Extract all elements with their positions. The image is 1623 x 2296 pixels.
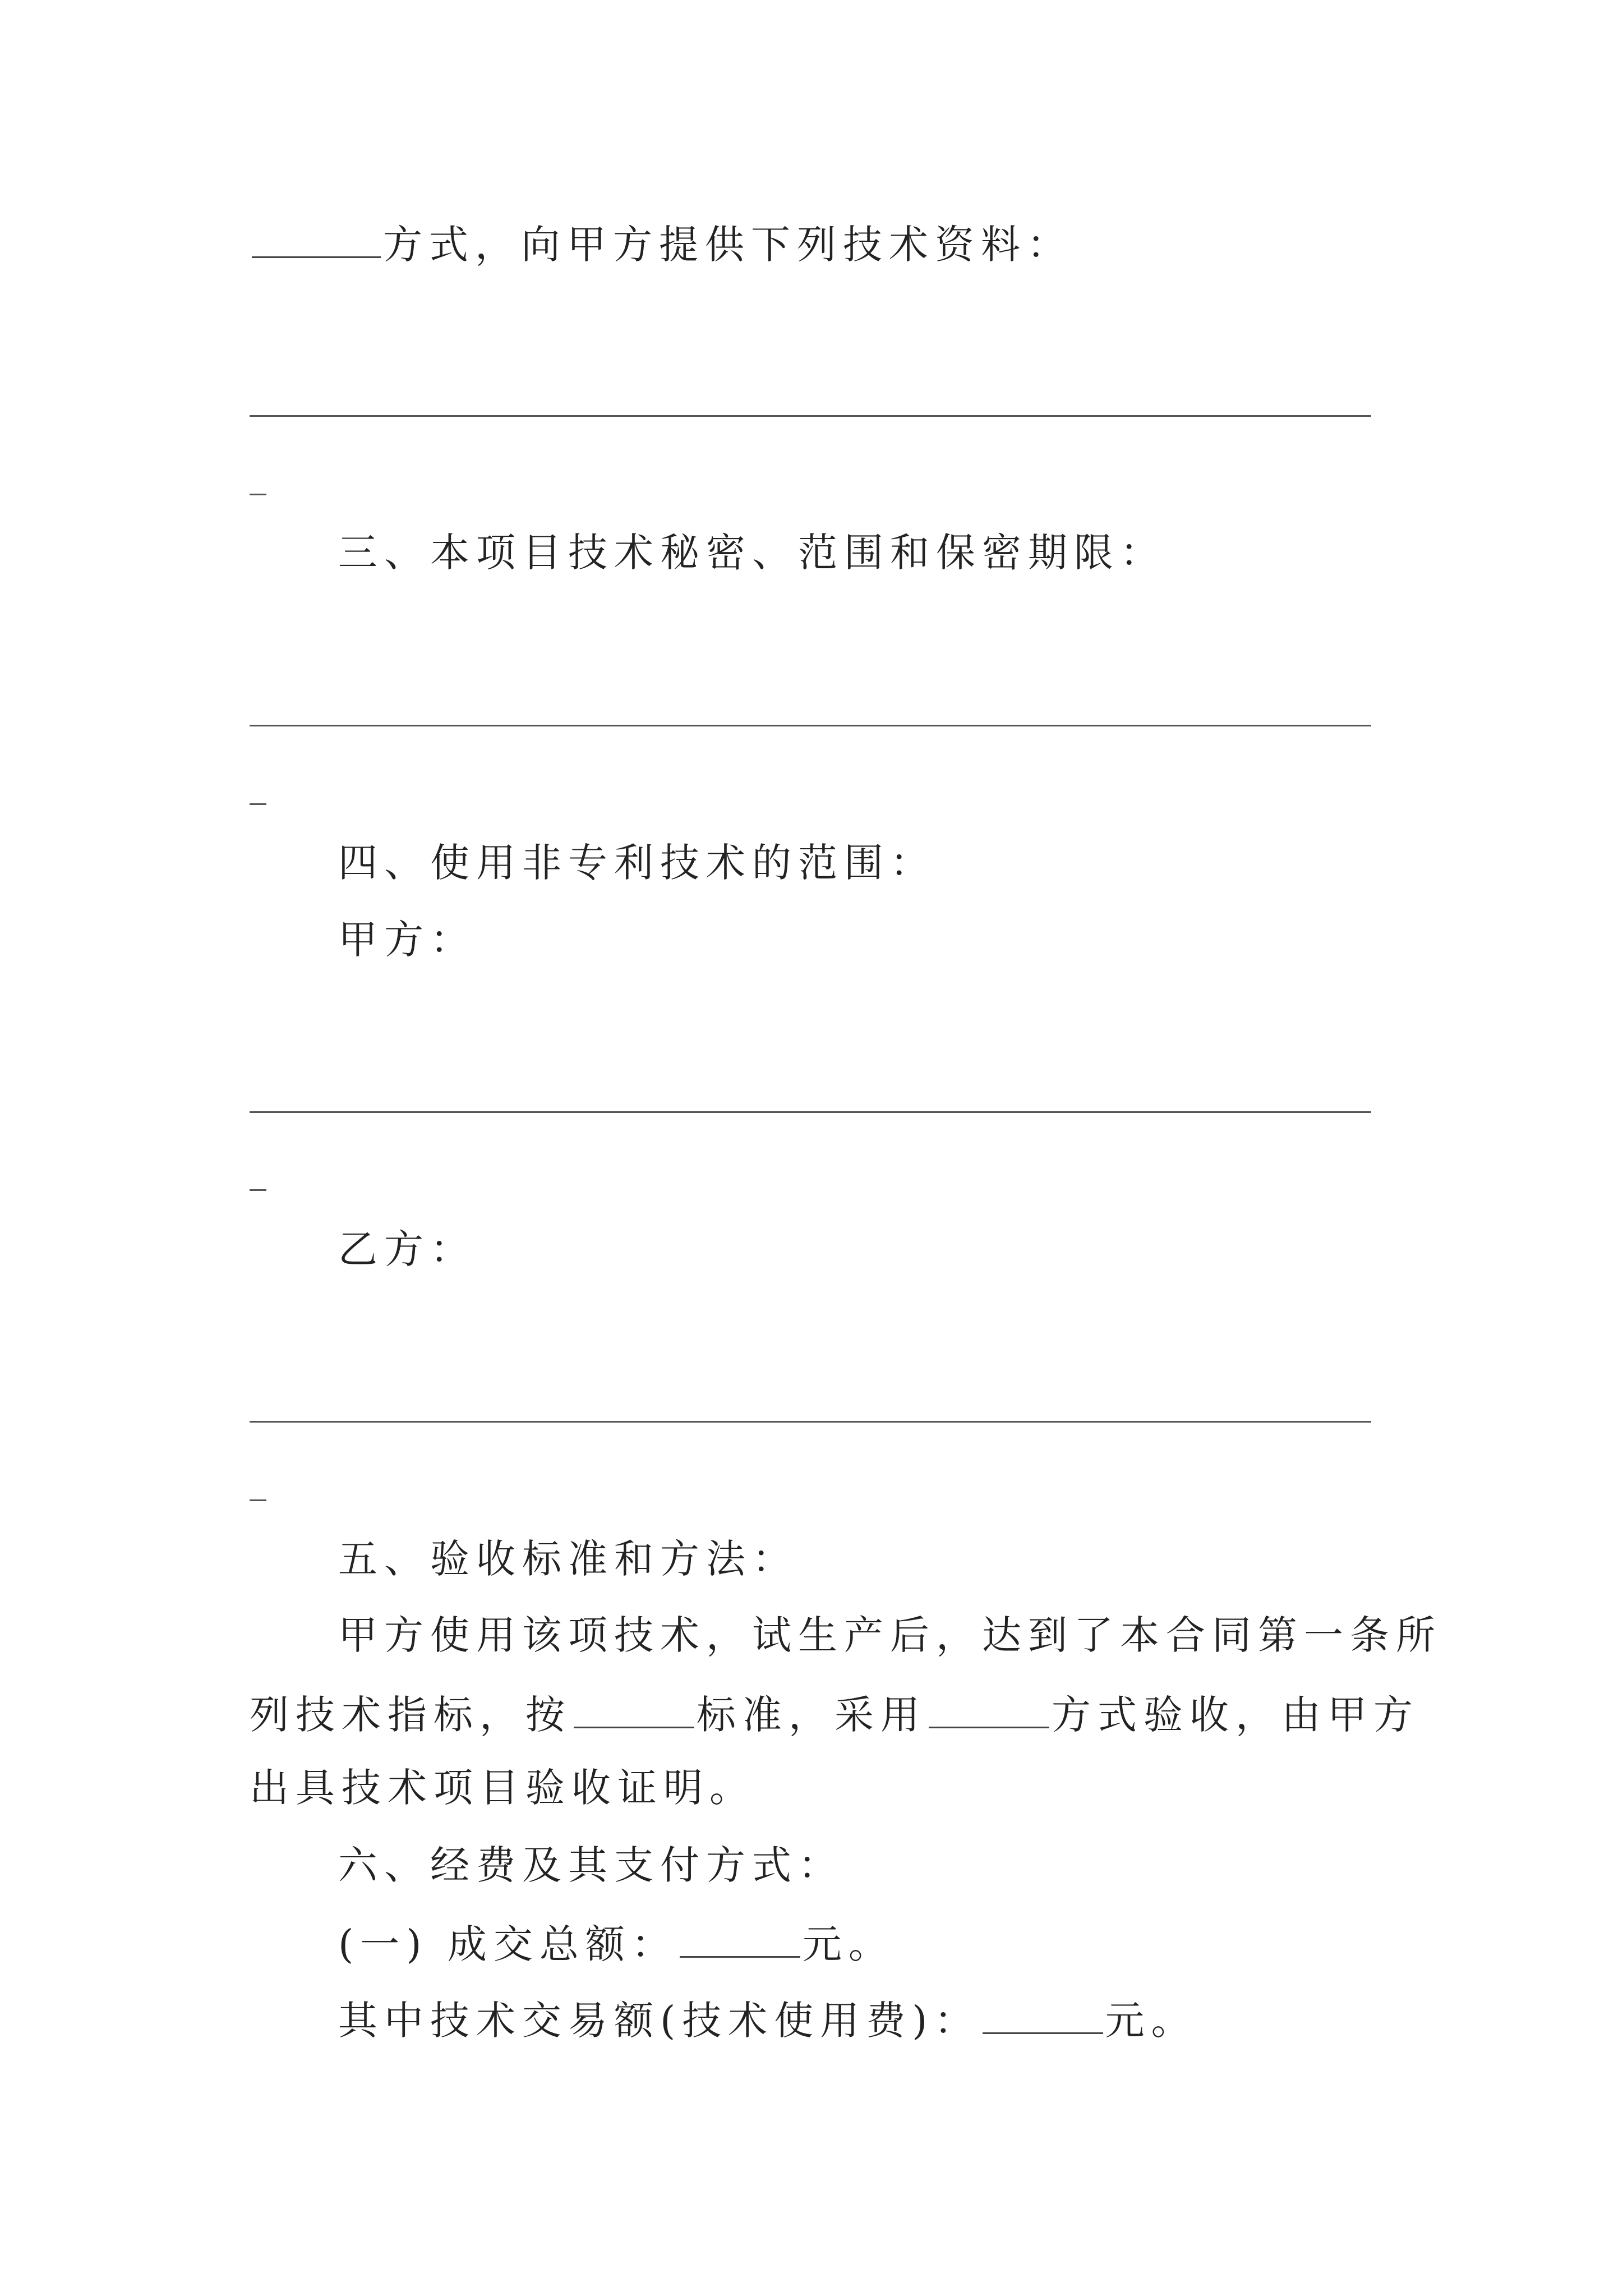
tech-fee-blank[interactable] <box>983 1998 1103 2034</box>
fill-line-tail <box>250 494 266 495</box>
text-segment: 方式验收，由甲方 <box>1052 1692 1419 1738</box>
total-amount-label: (一) 成交总额： <box>338 1921 677 1967</box>
text-segment: 列技术指标，按 <box>250 1692 571 1738</box>
section-3-heading: 三、本项目技术秘密、范围和保密期限： <box>338 530 1166 576</box>
blank-field[interactable] <box>252 222 381 258</box>
fill-line[interactable] <box>250 725 1371 726</box>
text-segment: 标准，采用 <box>697 1692 926 1738</box>
fill-line[interactable] <box>250 1421 1371 1423</box>
total-amount-blank[interactable] <box>680 1921 800 1958</box>
section-6-heading: 六、经费及其支付方式： <box>338 1842 844 1888</box>
tech-fee-line <box>338 1998 1197 2044</box>
party-a-label: 甲方： <box>338 917 476 963</box>
fill-line-tail <box>250 803 266 805</box>
tech-fee-unit: 元。 <box>1105 1998 1197 2044</box>
fill-line-tail <box>250 1499 266 1501</box>
section-5-heading: 五、验收标准和方法： <box>338 1536 798 1582</box>
blank-field-method[interactable] <box>929 1692 1049 1728</box>
fill-line[interactable] <box>250 1111 1371 1113</box>
section-5-paragraph-line-2 <box>250 1692 1419 1738</box>
party-b-label: 乙方： <box>338 1226 476 1272</box>
fill-line[interactable] <box>250 415 1371 417</box>
fill-line-tail <box>250 1189 266 1191</box>
blank-field-standard[interactable] <box>574 1692 694 1728</box>
line-technical-materials <box>250 222 1073 268</box>
section-5-paragraph-line-3: 出具技术项目验收证明。 <box>250 1765 755 1811</box>
total-amount-line <box>338 1921 895 1967</box>
text-technical-materials: 方式，向甲方提供下列技术资料： <box>383 222 1073 268</box>
tech-fee-label: 其中技术交易额(技术使用费)： <box>338 1998 980 2044</box>
total-amount-unit: 元。 <box>802 1921 895 1967</box>
section-4-heading: 四、使用非专利技术的范围： <box>338 840 936 886</box>
section-5-paragraph-line-1: 甲方使用该项技术，试生产后，达到了本合同第一条所 <box>338 1612 1442 1658</box>
